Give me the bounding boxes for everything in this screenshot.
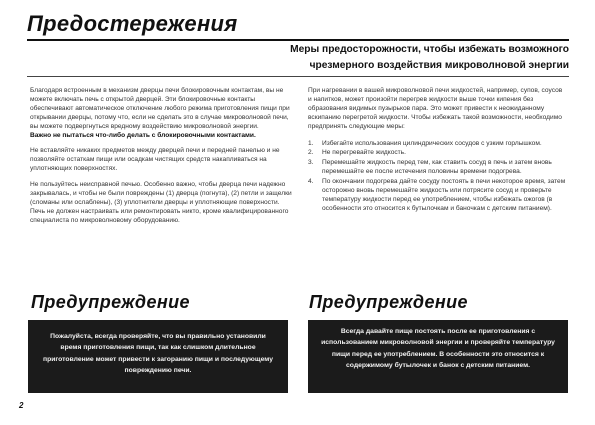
list-item-text: Избегайте использования цилиндрических сосудов с узким горлышком. xyxy=(322,139,542,147)
list-item xyxy=(308,149,566,158)
list-item-number: 1. xyxy=(308,139,314,147)
page-title: Предостережения xyxy=(27,11,238,36)
list-item xyxy=(308,159,566,177)
subtitle-divider xyxy=(27,76,569,77)
list-item-number: 3. xyxy=(308,159,314,167)
list-item-text: Не перегревайте жидкость. xyxy=(322,149,406,157)
left-paragraph-1: Благодаря встроенным в механизм дверцы печи блокировочным контактам, вы не можете включать печь с открытой дверцей. Эти блокировочные контакты обеспечивают автоматическое отключение любого режима приготовления пищи при открывании дверцы, потому что, если не сделать это в случае микроволновой печи, вы можете подвергнуться вредному воздействию микроволновой энергии. xyxy=(30,87,290,130)
left-paragraph-3: Не пользуйтесь неисправной печью. Особенно важно, чтобы дверца печи надежно закрывалась, и чтобы не были повреждены (1) дверца (погнута), (2) петли и защелки (сломаны или ослаблены), (3) уплотнители дверцы и уплотняющие поверхности. xyxy=(30,181,292,206)
left-warning-title: Предупреждение xyxy=(31,292,190,312)
page-number: 2 xyxy=(19,401,24,410)
list-item-text: Перемешайте жидкость перед тем, как ставить сосуд в печь и затем вновь перемешайте ее после истечения половины времени подогрева. xyxy=(322,159,552,176)
left-warning-text: Пожалуйста, всегда проверяйте, что вы правильно установили время приготовления пищи, так как слишком длительное приготовление может привести к загоранию пищи и последующему повреждению печи. xyxy=(42,333,274,374)
left-paragraph-2: Не вставляйте никаких предметов между дверцей печи и передней панелью и не позволяйте остаткам пищи или осадкам чистящих средств накапливаться на уплотняющих поверхностях. xyxy=(30,147,280,173)
right-warning-title: Предупреждение xyxy=(309,292,468,312)
precaution-list xyxy=(308,140,566,214)
right-column xyxy=(308,87,566,215)
right-intro: При нагревании в вашей микроволновой печи жидкостей, например, супов, соусов и напитков, может произойти перегрев жидкости выше точки кипения без образования видимых пузырьков пара. Это может привести к неожиданному вскипанию перегретой жидкости. Чтобы избежать такой возможности, необходимо предпринять следующие меры: xyxy=(308,87,563,130)
left-paragraph-1-bold: Важно не пытаться что-либо делать с блокировочными контактами. xyxy=(30,131,256,139)
list-item xyxy=(308,140,566,149)
right-warning-text: Всегда давайте пище постоять после ее приготовления с использованием микроволновой энергии и проверяйте температуру пищи перед ее употреблением. В особенности это относится к содержимому бутылочек и банок с детским питанием. xyxy=(321,328,555,369)
right-warning-box xyxy=(308,320,568,393)
list-item-number: 2. xyxy=(308,149,314,157)
list-item-number: 4. xyxy=(308,178,314,186)
left-paragraph-4: Печь не должен настраивать или ремонтировать никто, кроме квалифицированного специалиста по микроволновому оборудованию. xyxy=(30,207,289,224)
list-item-text: По окончании подогрева дайте сосуду постоять в печи некоторое время, затем осторожно вновь перемешайте жидкость или потрясите сосуд и проверьте температуру жидкости перед ее употреблением, чтобы избежать ожогов (в особенности это относится к бутылочкам и баночкам с детским питанием). xyxy=(322,178,566,212)
title-divider xyxy=(27,39,569,41)
left-column xyxy=(30,87,292,233)
list-item xyxy=(308,178,566,214)
page-subtitle xyxy=(252,42,569,74)
subtitle-line-1: Меры предосторожности, чтобы избежать возможного xyxy=(290,44,569,55)
left-warning-box xyxy=(28,320,288,393)
subtitle-line-2: чрезмерного воздействия микроволновой энергии xyxy=(309,60,569,71)
